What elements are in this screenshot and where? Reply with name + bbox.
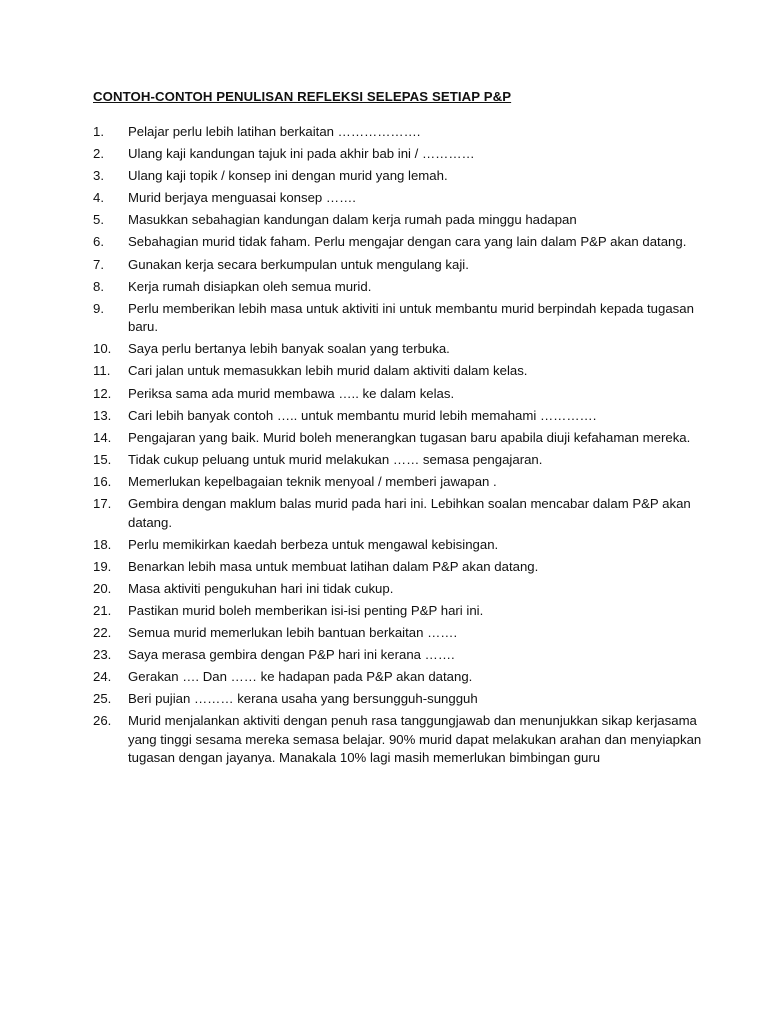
item-number: 5.	[93, 212, 104, 228]
item-text: Beri pujian ……… kerana usaha yang bersungguh-sungguh	[128, 691, 478, 707]
reflection-list	[93, 123, 713, 771]
item-number: 18.	[93, 536, 112, 552]
list-item	[93, 256, 713, 275]
item-text: Saya merasa gembira dengan P&P hari ini kerana …….	[128, 647, 455, 663]
list-item	[93, 624, 713, 643]
item-text: Periksa sama ada murid membawa ….. ke dalam kelas.	[128, 385, 455, 401]
item-text: Gunakan kerja secara berkumpulan untuk mengulang kaji.	[128, 256, 469, 272]
item-text: Kerja rumah disiapkan oleh semua murid.	[128, 278, 372, 294]
list-item	[93, 451, 713, 470]
list-item	[93, 646, 713, 665]
item-text: Cari lebih banyak contoh ….. untuk membantu murid lebih memahami ………….	[128, 407, 597, 423]
list-item	[93, 712, 713, 768]
item-number: 8.	[93, 278, 104, 294]
list-item	[93, 233, 713, 252]
item-number: 1.	[93, 124, 104, 139]
item-text: Perlu memikirkan kaedah berbeza untuk mengawal kebisingan.	[128, 536, 499, 552]
item-number: 22.	[93, 624, 112, 640]
item-text: Semua murid memerlukan lebih bantuan berkaitan …….	[128, 624, 458, 640]
item-number: 12.	[93, 385, 112, 401]
list-item	[93, 536, 713, 555]
item-number: 13.	[93, 407, 112, 423]
item-number: 19.	[93, 558, 112, 574]
list-item	[93, 278, 713, 297]
item-number: 25.	[93, 691, 112, 707]
item-text: Murid berjaya menguasai konsep …….	[128, 190, 356, 206]
document-title: CONTOH-CONTOH PENULISAN REFLEKSI SELEPAS SETIAP P&P	[93, 89, 512, 104]
list-item	[93, 407, 713, 426]
list-item	[93, 558, 713, 577]
item-text: Tidak cukup peluang untuk murid melakukan …… semasa pengajaran.	[128, 451, 543, 467]
item-text: Sebahagian murid tidak faham. Perlu mengajar dengan cara yang lain dalam P&P akan datang.	[128, 234, 687, 250]
item-text: Pengajaran yang baik. Murid boleh menerangkan tugasan baru apabila diuji kefahaman mereka.	[128, 429, 691, 445]
list-item	[93, 340, 713, 359]
list-item	[93, 668, 713, 687]
list-item	[93, 189, 713, 208]
item-text: Perlu memberikan lebih masa untuk aktiviti ini untuk membantu murid berpindah kepada tugasan baru.	[128, 300, 694, 335]
item-number: 10.	[93, 341, 112, 357]
item-number: 17.	[93, 496, 112, 511]
item-text: Masa aktiviti pengukuhan hari ini tidak cukup.	[128, 580, 394, 596]
list-item	[93, 580, 713, 599]
list-item	[93, 429, 713, 448]
list-item	[93, 211, 713, 230]
list-item	[93, 690, 713, 709]
list-item	[93, 385, 713, 404]
item-text: Ulang kaji topik / konsep ini dengan murid yang lemah.	[128, 168, 448, 184]
list-item	[93, 362, 713, 381]
item-text: Cari jalan untuk memasukkan lebih murid dalam aktiviti dalam kelas.	[128, 363, 528, 379]
item-text: Masukkan sebahagian kandungan dalam kerja rumah pada minggu hadapan	[128, 212, 577, 228]
item-number: 3.	[93, 168, 104, 184]
list-item	[93, 300, 713, 337]
item-text: Benarkan lebih masa untuk membuat latihan dalam P&P akan datang.	[128, 558, 539, 574]
item-text: Gembira dengan maklum balas murid pada hari ini. Lebihkan soalan mencabar dalam P&P akan datang.	[128, 496, 691, 530]
item-text: Pastikan murid boleh memberikan isi-isi penting P&P hari ini.	[128, 602, 484, 618]
item-text: Memerlukan kepelbagaian teknik menyoal / memberi jawapan .	[128, 473, 497, 489]
item-number: 26.	[93, 713, 112, 729]
item-number: 6.	[93, 234, 104, 250]
item-text: Gerakan …. Dan …… ke hadapan pada P&P akan datang.	[128, 669, 473, 685]
item-number: 24.	[93, 669, 112, 685]
item-number: 4.	[93, 190, 104, 206]
item-number: 15.	[93, 451, 112, 467]
item-number: 11.	[93, 363, 111, 379]
list-item	[93, 602, 713, 621]
item-number: 7.	[93, 256, 104, 272]
item-number: 14.	[93, 429, 112, 445]
list-item	[93, 167, 713, 186]
item-number: 9.	[93, 300, 104, 316]
item-number: 2.	[93, 146, 104, 162]
list-item	[93, 145, 713, 164]
item-text: Murid menjalankan aktiviti dengan penuh rasa tanggungjawab dan menunjukkan sikap kerjasama yang tinggi sesama mereka semasa belajar. 90% murid dapat melakukan arahan dan menyiapkan tugasan dengan jayanya. Manakala 10% lagi masih memerlukan bimbingan guru	[128, 713, 702, 766]
list-item	[93, 495, 713, 532]
item-number: 16.	[93, 473, 112, 489]
item-number: 23.	[93, 647, 112, 663]
item-text: Pelajar perlu lebih latihan berkaitan ……………….	[128, 124, 421, 139]
item-number: 21.	[93, 602, 112, 618]
item-text: Ulang kaji kandungan tajuk ini pada akhir bab ini / …………	[128, 146, 475, 162]
list-item	[93, 123, 713, 142]
item-number: 20.	[93, 580, 112, 596]
item-text: Saya perlu bertanya lebih banyak soalan yang terbuka.	[128, 341, 450, 357]
list-item	[93, 473, 713, 492]
